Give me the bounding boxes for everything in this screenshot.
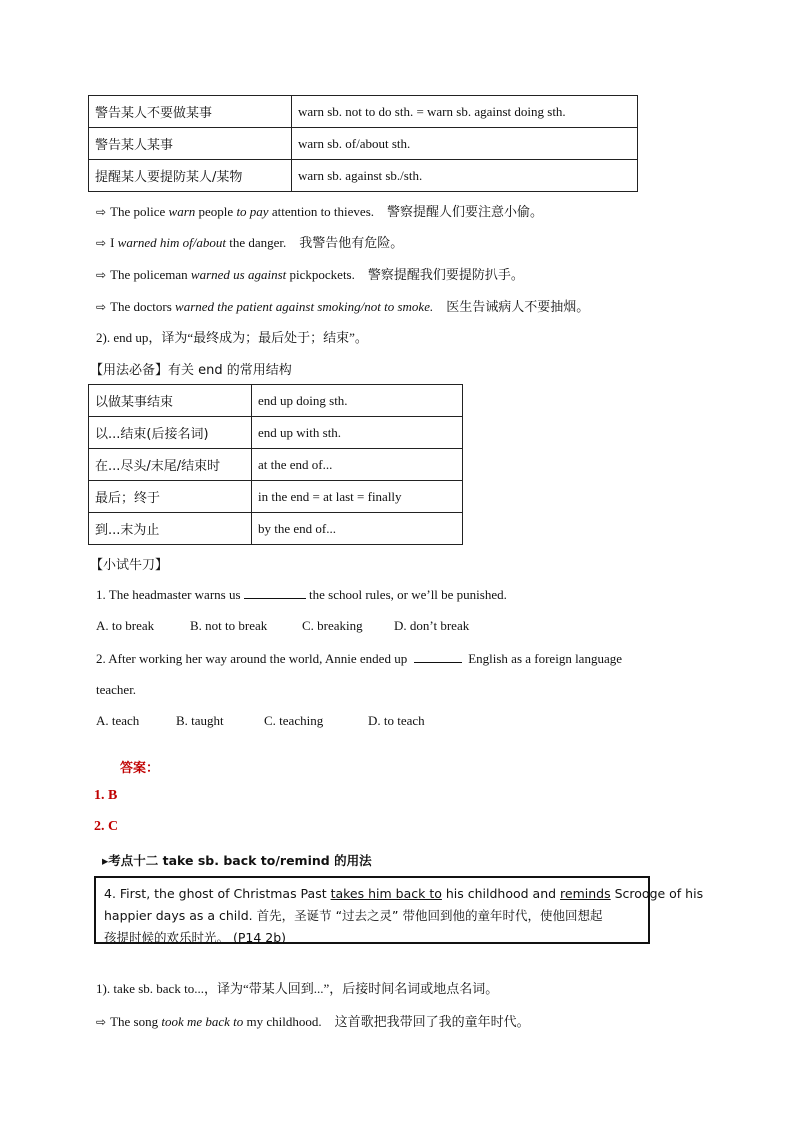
section-end-up: 2). end up，译为“最终成为；最后处于；结束”。 <box>96 330 368 345</box>
table-cell: at the end of... <box>252 449 463 481</box>
table-cell: warn sb. not to do sth. = warn sb. against doing sth. <box>292 96 638 128</box>
arrow-icon: ⇨ <box>96 268 107 282</box>
warn-usage-table <box>88 95 638 192</box>
section-take-back: 1). take sb. back to...，译为“带某人回到...”，后接时间名词或地点名词。 <box>96 981 499 996</box>
arrow-icon: ⇨ <box>96 300 107 314</box>
example-sentence: ⇨ The police warn people to pay attention to thieves. 警察提醒人们要注意小偷。 <box>96 204 544 220</box>
example-sentence: ⇨ The doctors warned the patient against smoking/not to smoke. 医生告诫病人不要抽烟。 <box>96 299 590 315</box>
answer-2: 2. C <box>94 819 119 834</box>
example-sentence: ⇨ I warned him of/about the danger. 我警告他有危险。 <box>96 235 404 251</box>
usage-heading: 【用法必备】有关 end 的常用结构 <box>90 363 292 378</box>
table-cell: warn sb. against sb./sth. <box>292 160 638 192</box>
example-sentence: ⇨ The policeman warned us against pickpockets. 警察提醒我们要提防扒手。 <box>96 267 524 283</box>
question-2-options <box>96 713 596 729</box>
option: D. don’t break <box>394 618 470 633</box>
passage-line: 4. First, the ghost of Christmas Past takes him back to his childhood and reminds Scrooge of his <box>104 886 704 901</box>
table-cell: 警告某人某事 <box>89 128 292 160</box>
passage-line: 孩提时候的欢乐时光。 (P14 2b) <box>104 930 287 945</box>
table-cell: 警告某人不要做某事 <box>89 96 292 128</box>
table-cell: 以...结束(后接名词) <box>89 417 252 449</box>
table-cell: end up doing sth. <box>252 385 463 417</box>
table-cell: 在...尽头/末尾/结束时 <box>89 449 252 481</box>
table-cell: 以做某事结束 <box>89 385 252 417</box>
option: B. taught <box>176 713 224 728</box>
option: B. not to break <box>190 618 268 633</box>
table-cell: 到...末为止 <box>89 513 252 545</box>
kaodian-heading: ▸考点十二 take sb. back to/remind 的用法 <box>102 853 372 868</box>
answer-blank <box>244 586 306 599</box>
arrow-icon: ⇨ <box>96 236 107 250</box>
answer-blank <box>414 650 462 663</box>
answer-1: 1. B <box>94 788 118 803</box>
answer-label: 答案： <box>120 761 160 776</box>
arrow-icon: ⇨ <box>96 1015 107 1029</box>
table-cell: warn sb. of/about sth. <box>292 128 638 160</box>
table-cell: 最后；终于 <box>89 481 252 513</box>
arrow-icon: ⇨ <box>96 205 107 219</box>
question-2-cont: teacher. <box>96 682 137 697</box>
passage-line: happier days as a child. 首先，圣诞节 “过去之灵” 带他回到他的童年时代，使他回想起 <box>104 908 603 923</box>
question-2: 2. After working her way around the world, Annie ended up English as a foreign language <box>96 651 622 666</box>
option: C. breaking <box>302 618 363 633</box>
question-1-options <box>96 618 596 634</box>
table-cell: end up with sth. <box>252 417 463 449</box>
practice-heading: 【小试牛刀】 <box>90 558 169 573</box>
option: C. teaching <box>264 713 324 728</box>
passage-box <box>94 876 704 945</box>
example-sentence: ⇨ The song took me back to my childhood. 这首歌把我带回了我的童年时代。 <box>96 1014 530 1030</box>
option: A. teach <box>96 713 140 728</box>
question-1: 1. The headmaster warns us the school rules, or we’ll be punished. <box>96 587 507 602</box>
end-structures-table <box>88 384 463 545</box>
option: D. to teach <box>368 713 425 728</box>
table-cell: by the end of... <box>252 513 463 545</box>
table-cell: 提醒某人要提防某人/某物 <box>89 160 292 192</box>
option: A. to break <box>96 618 155 633</box>
table-cell: in the end = at last = finally <box>252 481 463 513</box>
